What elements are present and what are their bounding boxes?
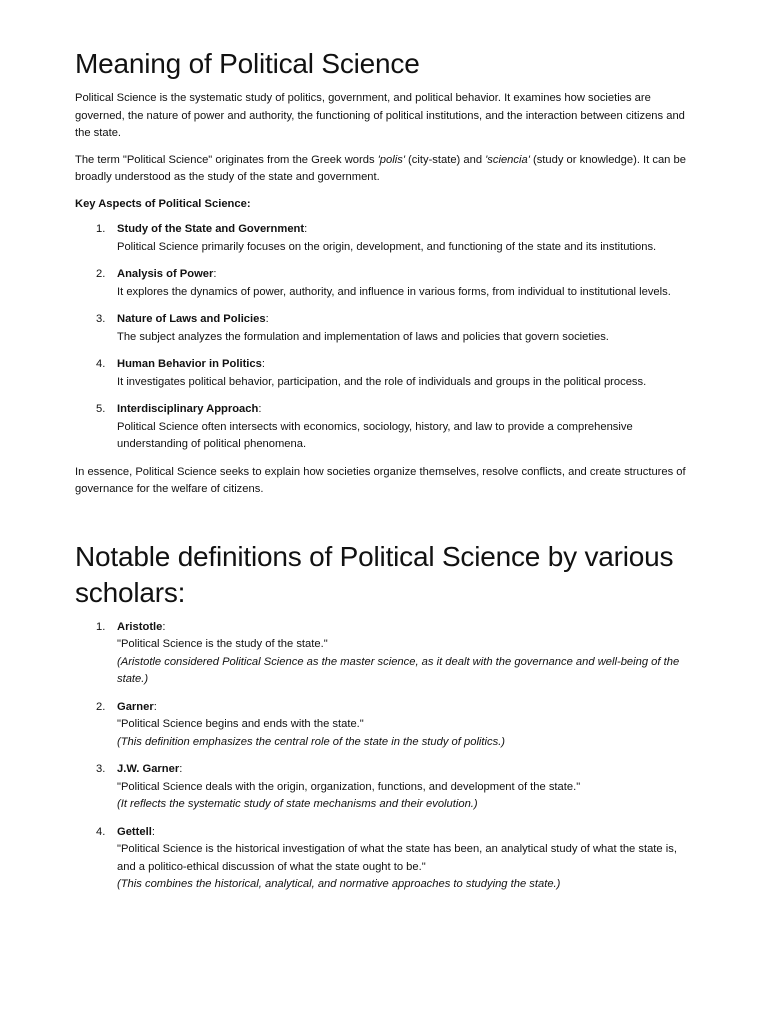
scholar-item: 4. Gettell: "Political Science is the historical investigation of what the state has been, an analytical study of what the state is, and a politico-ethical discussion of what the state ought to be." (This combines the historical, analytical, and normative approaches to studying the state.) [75, 824, 695, 894]
list-number: 1. [96, 223, 106, 235]
scholar-name: Garner [117, 700, 154, 713]
list-number: 5. [96, 403, 106, 415]
aspect-item: 4. Human Behavior in Politics: It investigates political behavior, participation, and the role of individuals and groups in the political process. [75, 356, 695, 391]
scholar-note: (Aristotle considered Political Science as the master science, as it dealt with the governance and well-being of the state.) [117, 655, 680, 685]
document-page [75, 46, 695, 904]
aspect-term: Human Behavior in Politics [117, 358, 262, 370]
scholar-name: Gettell [117, 825, 152, 838]
key-aspects-heading: Key Aspects of Political Science: [75, 197, 251, 210]
aspect-term: Analysis of Power [117, 268, 214, 280]
section-title-definitions: Notable definitions of Political Science by various scholars: [75, 540, 674, 608]
etymology-text-mid: (city-state) and [404, 153, 486, 166]
conclusion-paragraph: In essence, Political Science seeks to explain how societies organize themselves, resolve conflicts, and create structures of governance for the welfare of citizens. [75, 465, 686, 495]
etymology-text-pre: The term "Political Science" originates from the Greek words [75, 153, 378, 166]
list-number: 3. [96, 313, 106, 325]
scholar-quote: "Political Science is the study of the state." [117, 638, 328, 650]
key-aspects-list [75, 221, 695, 454]
aspect-description: It investigates political behavior, participation, and the role of individuals and groups in the political process. [117, 375, 647, 388]
list-number: 2. [96, 700, 106, 713]
scholar-item: 3. J.W. Garner: "Political Science deals with the origin, organization, functions, and development of the state." (It reflects the systematic study of state mechanisms and their evolution.) [75, 761, 695, 814]
aspect-description: Political Science primarily focuses on the origin, development, and functioning of the state and its institutions. [117, 240, 657, 253]
aspect-description: The subject analyzes the formulation and implementation of laws and policies that govern societies. [117, 330, 609, 343]
aspect-term: Study of the State and Government [117, 223, 305, 235]
aspect-item: 2. Analysis of Power: It explores the dynamics of power, authority, and influence in various forms, from individual to institutional levels. [75, 266, 695, 301]
scholar-item: 2. Garner: "Political Science begins and ends with the state." (This definition emphasizes the central role of the state in the study of politics.) [75, 699, 695, 752]
section-title-meaning: Meaning of Political Science [75, 48, 420, 79]
aspect-item: 1. Study of the State and Government: Political Science primarily focuses on the origin, development, and functioning of the state and its institutions. [75, 221, 695, 256]
list-number: 3. [96, 763, 106, 775]
aspect-description: It explores the dynamics of power, authority, and influence in various forms, from individual to institutional levels. [117, 285, 671, 298]
scholar-quote: "Political Science deals with the origin, organization, functions, and development of the state." [117, 780, 581, 793]
scholar-item: 1. Aristotle: "Political Science is the study of the state." (Aristotle considered Political Science as the master science, as it dealt with the governance and well-being of the state.) [75, 619, 695, 689]
list-number: 2. [96, 268, 106, 280]
list-number: 1. [96, 620, 106, 633]
scholar-definitions-list [75, 619, 695, 894]
aspect-term: Nature of Laws and Policies [117, 313, 266, 325]
scholar-note: (This combines the historical, analytical, and normative approaches to studying the state.) [117, 878, 561, 890]
scholar-name: J.W. Garner [117, 763, 180, 775]
scholar-note: (This definition emphasizes the central role of the state in the study of politics.) [117, 735, 506, 748]
scholar-quote: "Political Science begins and ends with the state." [117, 718, 364, 730]
scholar-quote: "Political Science is the historical investigation of what the state has been, an analytical study of what the state is, and a politico-ethical discussion of what the state ought to be." [117, 843, 677, 873]
etymology-word-sciencia: 'sciencia' [485, 153, 530, 166]
intro-paragraph: Political Science is the systematic study of politics, government, and political behavior. It examines how societies are governed, the nature of power and authority, the functioning of political institutions, and the interaction between citizens and the state. [75, 92, 685, 139]
etymology-text-post: (study or knowledge). It can be broadly understood as the study of the state and government. [75, 153, 686, 183]
scholar-name: Aristotle [117, 620, 163, 633]
list-number: 4. [96, 358, 106, 370]
list-number: 4. [96, 825, 106, 838]
etymology-word-polis: 'polis' [377, 153, 405, 166]
etymology-paragraph [75, 152, 695, 187]
aspect-item: 3. Nature of Laws and Policies: The subject analyzes the formulation and implementation of laws and policies that govern societies. [75, 311, 695, 346]
aspect-term: Interdisciplinary Approach [117, 403, 259, 415]
aspect-item: 5. Interdisciplinary Approach: Political Science often intersects with economics, sociology, history, and law to provide a comprehensive understanding of political phenomena. [75, 401, 695, 454]
scholar-note: (It reflects the systematic study of state mechanisms and their evolution.) [117, 798, 478, 810]
aspect-description: Political Science often intersects with economics, sociology, history, and law to provide a comprehensive understanding of political phenomena. [117, 420, 633, 450]
